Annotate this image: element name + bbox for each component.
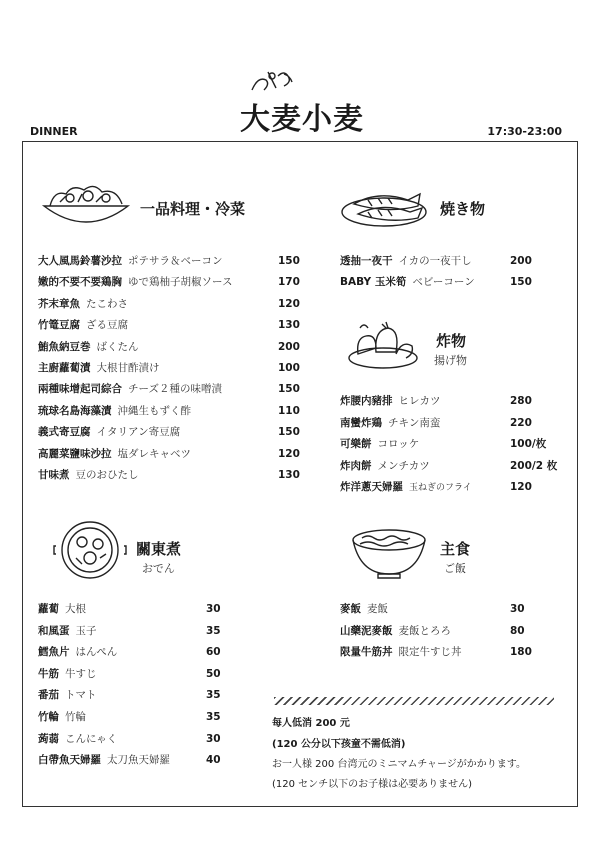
menu-item	[38, 622, 221, 640]
menu-item	[38, 402, 300, 420]
item-name-ja: ばくたん	[96, 340, 139, 353]
menu-item	[340, 392, 532, 410]
item-name: 嫩的不要不要鶏胸	[38, 276, 122, 289]
item-name-ja: ゆで鶏柚子胡椒ソース	[128, 276, 233, 289]
item-name: 大人風馬鈴薯沙拉	[38, 255, 122, 267]
item-name-ja: たこわさ	[86, 297, 128, 310]
section-title-fried: 炸物	[436, 332, 467, 350]
item-price: 120	[510, 481, 532, 494]
menu-item	[340, 478, 532, 496]
noodle-bowl-icon	[350, 524, 428, 580]
item-price: 80	[510, 624, 525, 637]
item-name-ja: 竹輪	[65, 711, 86, 723]
item-name: 高麗菜鹽味沙拉	[38, 447, 112, 460]
item-price: 35	[206, 689, 221, 702]
min-charge-note: 每人低消 200 元	[272, 718, 350, 729]
item-price: 220	[510, 416, 532, 429]
item-name-ja: チキン南蛮	[388, 416, 441, 429]
item-name-ja: ざる豆腐	[86, 319, 128, 332]
min-charge-note-ja: お一人様 200 台湾元のミニマムチャージがかかります。	[272, 759, 526, 770]
menu-item	[38, 252, 300, 270]
menu-item	[38, 273, 300, 291]
menu-item	[38, 730, 221, 748]
item-name: 番茄	[38, 689, 59, 702]
item-name-ja: イカの一夜干し	[398, 255, 472, 267]
menu-item	[340, 252, 532, 270]
hatch-divider	[274, 697, 554, 705]
section-subtitle-staple: ご飯	[444, 562, 466, 575]
menu-item	[38, 708, 221, 726]
item-name: 和風蛋	[38, 624, 70, 637]
menu-item	[340, 414, 532, 432]
item-price: 200	[278, 340, 300, 353]
salad-bowl-icon	[40, 180, 132, 230]
item-price: 130	[278, 319, 300, 332]
menu-item	[38, 380, 300, 398]
item-name-ja: コロッケ	[377, 438, 420, 451]
item-name-ja: トマト	[65, 689, 97, 702]
item-name-ja: 玉ねぎのフライ	[409, 483, 472, 494]
item-name: 兩種味增起司綜合	[38, 383, 122, 396]
service-hours: 17:30-23:00	[487, 125, 562, 138]
item-name-ja: ベビーコーン	[412, 276, 475, 289]
menu-item	[38, 359, 300, 377]
item-name: 主廚蘿蔔漬	[38, 362, 91, 374]
fried-platter-icon	[346, 318, 420, 372]
item-price: 110	[278, 404, 300, 417]
grilled-fish-icon	[338, 184, 430, 230]
item-name: 琉球名島海藻漬	[38, 404, 112, 417]
item-name-ja: はんぺん	[75, 646, 118, 659]
item-name: BABY 玉米筍	[340, 276, 407, 289]
logo-text: 大麦小麦	[240, 102, 364, 137]
section-subtitle-fried: 揚げ物	[434, 354, 467, 367]
menu-item	[38, 751, 221, 769]
item-name-ja: 牛すじ	[65, 667, 97, 680]
item-name-ja: チーズ２種の味噌漬	[128, 383, 222, 396]
item-price: 180	[510, 646, 532, 659]
item-price: 100/枚	[510, 438, 547, 451]
item-name: 麥飯	[340, 603, 361, 615]
item-price: 170	[278, 276, 300, 289]
item-name: 竹輪	[38, 711, 59, 723]
item-price: 120	[278, 447, 300, 460]
item-name-ja: 麦飯	[367, 603, 388, 615]
item-price: 35	[206, 711, 221, 723]
item-name-ja: メンチカツ	[377, 459, 430, 472]
item-price: 150	[278, 255, 300, 267]
item-name-ja: こんにゃく	[65, 732, 118, 745]
child-exemption-note-ja: (120 センチ以下のお子様は必要ありません)	[272, 779, 473, 790]
item-name: 可樂餅	[340, 438, 372, 451]
menu-item	[38, 316, 300, 334]
section-title-oden: 關東煮	[136, 540, 182, 558]
item-name-ja: 沖縄生もずく酢	[117, 404, 191, 417]
item-name: 芥末章魚	[38, 297, 80, 310]
item-name-ja: 大根甘酢漬け	[96, 362, 160, 374]
menu-item	[38, 338, 300, 356]
item-name: 炸腰内豬排	[340, 395, 393, 407]
menu-item	[340, 435, 547, 453]
menu-item	[38, 295, 300, 313]
item-name-ja: ヒレカツ	[398, 395, 441, 407]
item-name: 透抽一夜干	[340, 255, 393, 267]
menu-item	[38, 665, 221, 683]
item-name: 南蠻炸鶏	[340, 416, 382, 429]
item-name: 蘿蔔	[38, 603, 59, 615]
child-exemption-note: (120 公分以下孩童不需低消)	[272, 739, 406, 750]
section-title-staple: 主食	[440, 540, 471, 558]
item-price: 150	[278, 426, 300, 439]
item-name-ja: 限定牛すじ丼	[398, 646, 462, 659]
item-name-ja: イタリアン寄豆腐	[96, 426, 181, 439]
item-price: 30	[510, 603, 525, 615]
item-name: 鮪魚納豆巻	[38, 340, 91, 353]
menu-item	[38, 423, 300, 441]
item-price: 150	[510, 276, 532, 289]
oden-pot-icon	[52, 518, 128, 582]
section-title-grilled: 焼き物	[440, 200, 486, 218]
menu-item	[340, 643, 532, 661]
menu-item	[340, 457, 558, 475]
logo-mark-icon	[248, 68, 298, 96]
item-price: 200	[510, 255, 532, 267]
item-name: 山藥泥麥飯	[340, 624, 393, 637]
item-price: 40	[206, 754, 221, 767]
item-price: 30	[206, 603, 221, 615]
item-name-ja: 玉子	[75, 624, 97, 637]
item-name-ja: 麦飯とろろ	[398, 624, 451, 637]
item-price: 150	[278, 383, 300, 396]
section-subtitle-oden: おでん	[142, 562, 175, 575]
item-name: 義式寄豆腐	[38, 426, 91, 439]
item-price: 280	[510, 395, 532, 407]
item-name: 甘味煮	[38, 469, 70, 481]
menu-item	[38, 445, 300, 463]
item-price: 100	[278, 362, 300, 374]
menu-item	[38, 466, 300, 484]
menu-item	[38, 600, 221, 618]
item-name: 蒟蒻	[38, 732, 59, 745]
item-name-ja: 大根	[65, 603, 86, 615]
item-name: 白帶魚天婦羅	[38, 754, 101, 767]
item-price: 35	[206, 624, 221, 637]
item-name: 炸洋蔥天婦羅	[340, 481, 403, 494]
menu-item	[340, 622, 525, 640]
section-title-appetizers: 一品料理・冷菜	[140, 200, 246, 218]
item-name-ja: ポテサラ＆ベーコン	[128, 255, 223, 267]
item-name: 炸肉餅	[340, 459, 372, 472]
item-name: 竹篭豆腐	[38, 319, 80, 332]
menu-item	[38, 686, 221, 704]
item-name-ja: 塩ダレキャベツ	[117, 447, 191, 460]
item-price: 120	[278, 297, 300, 310]
item-name: 限量牛筋丼	[340, 646, 393, 659]
item-name: 鱈魚片	[38, 646, 70, 659]
item-price: 200/2 枚	[510, 459, 558, 472]
menu-item	[340, 600, 525, 618]
item-price: 30	[206, 732, 221, 745]
item-name-ja: 豆のおひたし	[75, 469, 139, 481]
menu-item	[340, 273, 532, 291]
item-price: 50	[206, 667, 221, 680]
item-name-ja: 太刀魚天婦羅	[107, 754, 170, 767]
service-label: DINNER	[30, 125, 78, 138]
item-price: 130	[278, 469, 300, 481]
menu-item	[38, 643, 221, 661]
item-name: 牛筋	[38, 667, 59, 680]
item-price: 60	[206, 646, 221, 659]
